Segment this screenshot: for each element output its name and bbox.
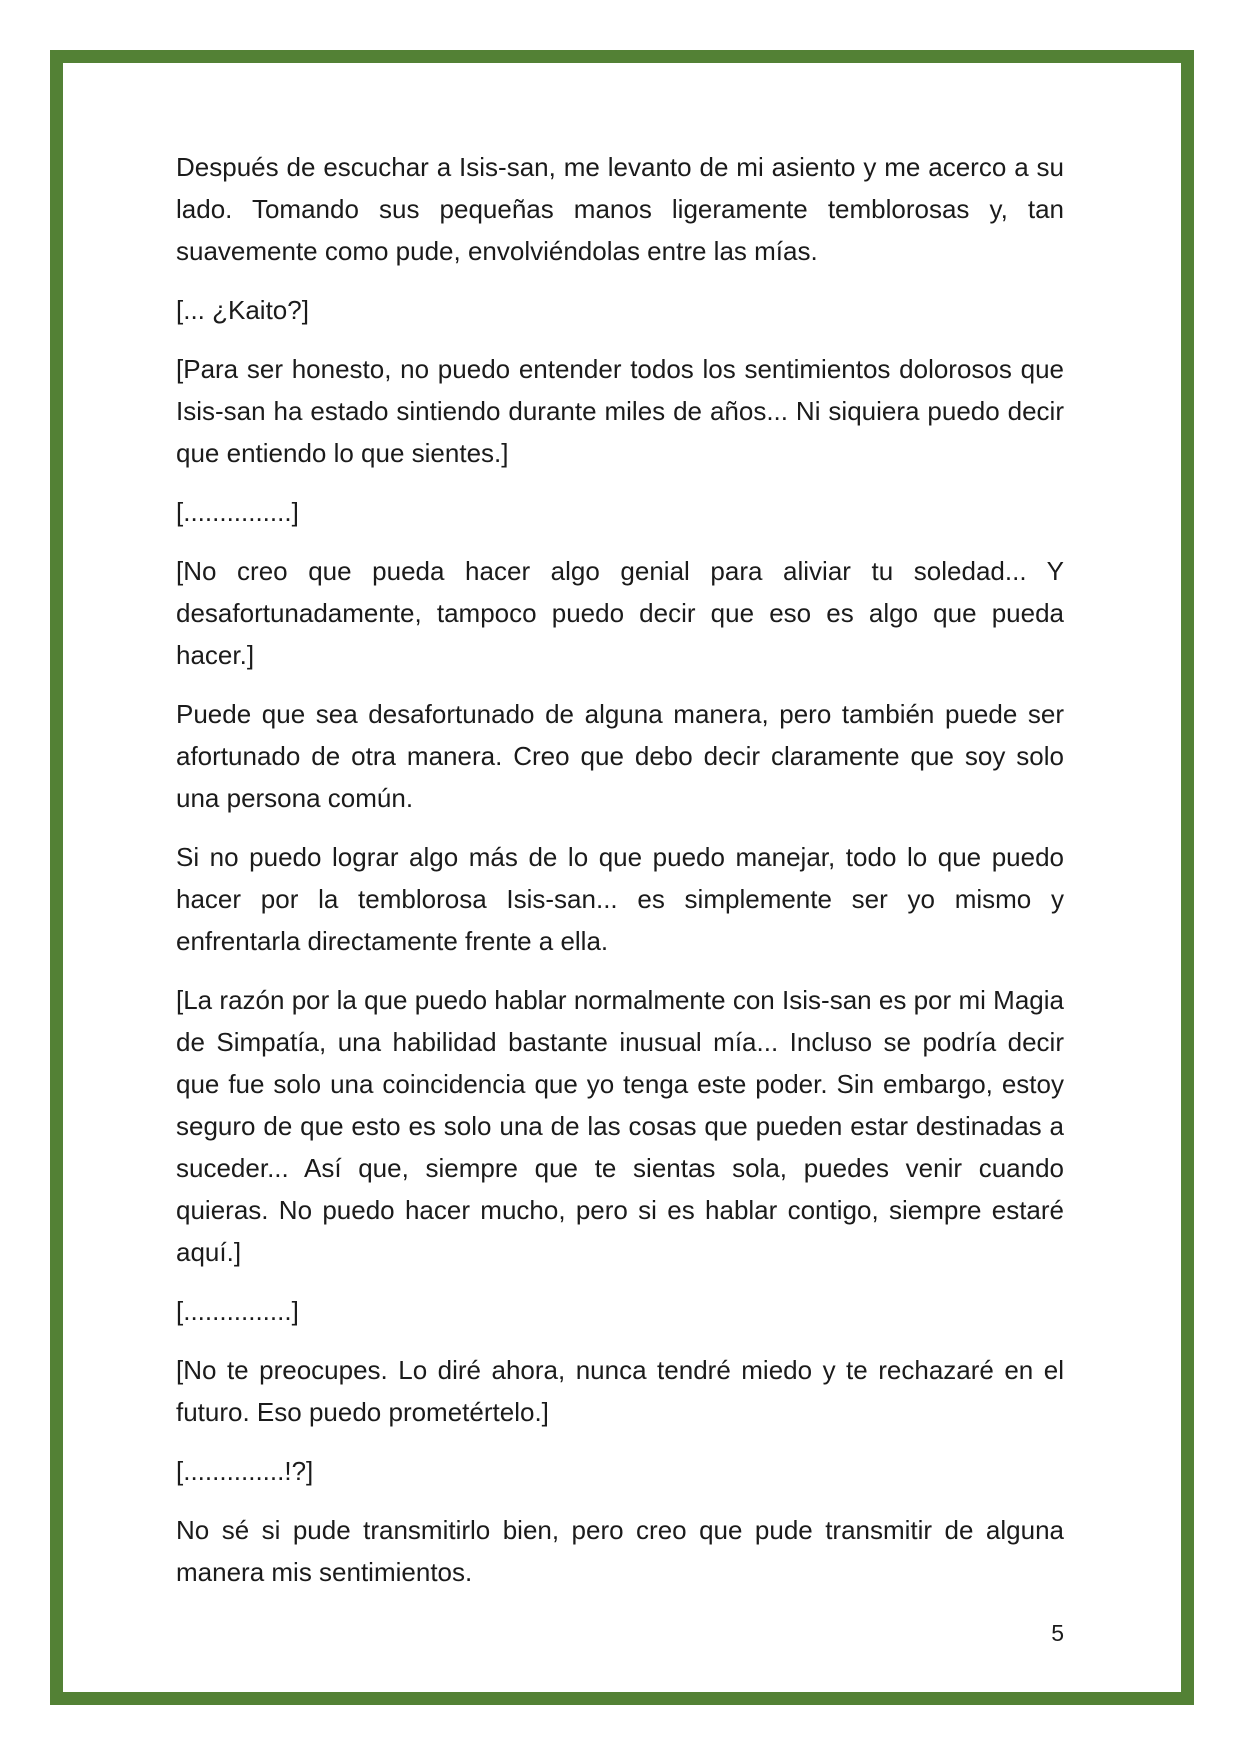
page-number: 5	[1051, 1620, 1064, 1646]
paragraph-dialogue-5: [No te preocupes. Lo diré ahora, nunca tendré miedo y te rechazaré en el futuro. Eso puedo prometértelo.]	[176, 1355, 1064, 1427]
paragraph-dialogue-4: [La razón por la que puedo hablar normalmente con Isis-san es por mi Magia de Simpatía, una habilidad bastante inusual mía... Incluso se podría decir que fue solo una coincidencia que yo tenga este poder. Sin embargo, estoy seguro de que esto es solo una de las cosas que pueden estar destinadas a suceder... Así que, siempre que te sientas sola, puedes venir cuando quieras. No puedo hacer mucho, pero si es hablar contigo, siempre estaré aquí.]	[176, 985, 1064, 1267]
paragraph-dialogue-2: [Para ser honesto, no puedo entender todos los sentimientos dolorosos que Isis-san ha estado sintiendo durante miles de años... Ni siquiera puedo decir que entiendo lo que sientes.]	[176, 354, 1064, 468]
paragraph-narration-1: Después de escuchar a Isis-san, me levanto de mi asiento y me acerco a su lado. Tomando sus pequeñas manos ligeramente temblorosas y, tan suavemente como pude, envolviéndolas entre las mías.	[176, 152, 1064, 266]
paragraph-ellipsis-1: [...............]	[176, 497, 299, 527]
paragraph-narration-4: No sé si pude transmitirlo bien, pero creo que pude transmitir de alguna manera mis sentimientos.	[176, 1515, 1064, 1587]
paragraph-ellipsis-2: [...............]	[176, 1296, 299, 1326]
paragraph-narration-3: Si no puedo lograr algo más de lo que puedo manejar, todo lo que puedo hacer por la temblorosa Isis-san... es simplemente ser yo mismo y enfrentarla directamente frente a ella.	[176, 842, 1064, 956]
document-body	[176, 146, 1064, 1610]
paragraph-ellipsis-3: [..............!?]	[176, 1456, 314, 1486]
paragraph-dialogue-1: [... ¿Kaito?]	[176, 295, 309, 325]
paragraph-dialogue-3: [No creo que pueda hacer algo genial para aliviar tu soledad... Y desafortunadamente, tampoco puedo decir que eso es algo que pueda hacer.]	[176, 556, 1064, 670]
paragraph-narration-2: Puede que sea desafortunado de alguna manera, pero también puede ser afortunado de otra manera. Creo que debo decir claramente que soy solo una persona común.	[176, 699, 1064, 813]
